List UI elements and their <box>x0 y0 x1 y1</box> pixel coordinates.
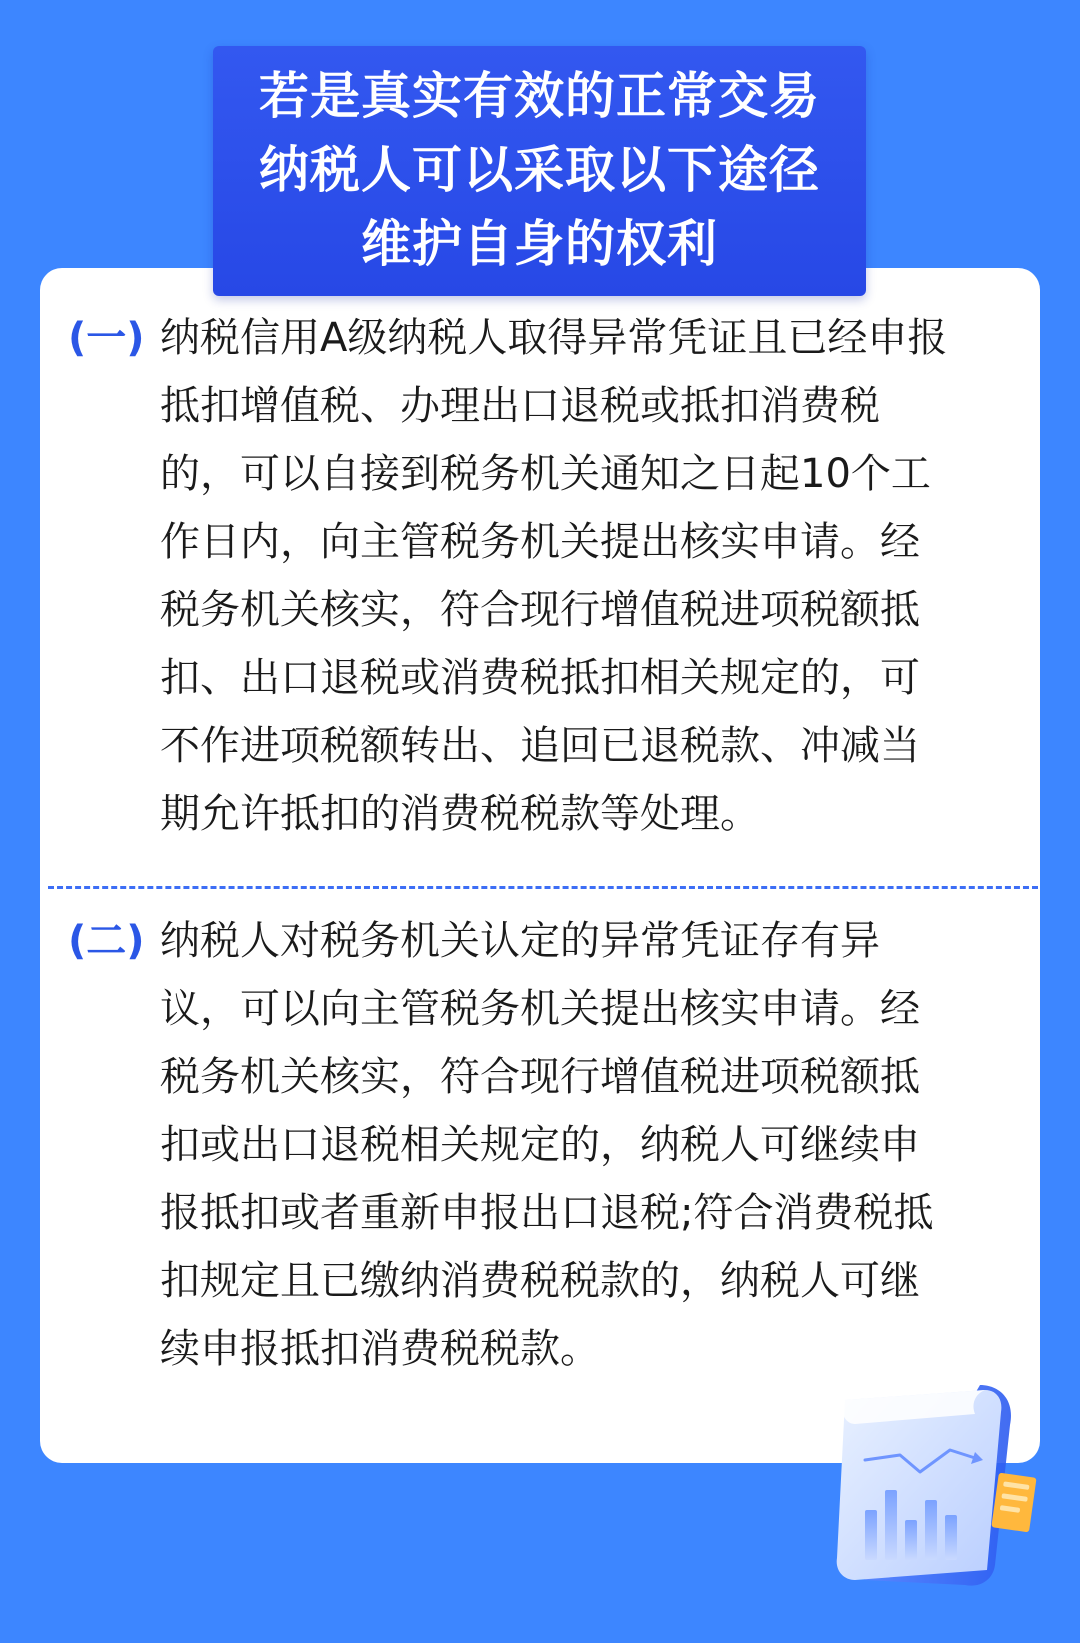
section-one-line: 不作进项税额转出、追回已退税款、冲减当 <box>160 723 920 769</box>
title-line-2: 纳税人可以采取以下途径 <box>259 141 820 199</box>
title-line-3: 维护自身的权利 <box>361 215 718 273</box>
section-one-line: 税务机关核实，符合现行增值税进项税额抵 <box>160 587 920 633</box>
report-document-icon <box>825 1380 1040 1590</box>
section-two-line: 扣规定且已缴纳消费税税款的，纳税人可继 <box>160 1258 920 1304</box>
section-two-line: 扣或出口退税相关规定的，纳税人可继续申 <box>160 1122 920 1168</box>
section-one-line: 作日内，向主管税务机关提出核实申请。经 <box>160 519 920 565</box>
section-two-line: 纳税人对税务机关认定的异常凭证存有异 <box>160 918 880 964</box>
section-one-number: (一) <box>68 315 145 361</box>
section-two-line: 报抵扣或者重新申报出口退税;符合消费税抵 <box>160 1190 934 1236</box>
page-title <box>213 0 866 300</box>
section-one-line: 期允许抵扣的消费税税款等处理。 <box>160 791 760 837</box>
content-card <box>40 268 1040 1463</box>
section-two-number: (二) <box>68 918 145 964</box>
section-one-line: 的，可以自接到税务机关通知之日起10个工 <box>160 451 931 497</box>
section-two-line: 税务机关核实，符合现行增值税进项税额抵 <box>160 1054 920 1100</box>
section-two-line: 续申报抵扣消费税税款。 <box>160 1326 600 1372</box>
title-line-1: 若是真实有效的正常交易 <box>259 67 820 125</box>
section-one-line: 扣、出口退税或消费税抵扣相关规定的，可 <box>160 655 920 701</box>
section-one-line: 抵扣增值税、办理出口退税或抵扣消费税 <box>160 383 880 429</box>
section-two-line: 议，可以向主管税务机关提出核实申请。经 <box>160 986 920 1032</box>
section-one-line: 纳税信用A级纳税人取得异常凭证且已经申报 <box>160 315 948 361</box>
dashed-divider <box>48 886 1038 889</box>
